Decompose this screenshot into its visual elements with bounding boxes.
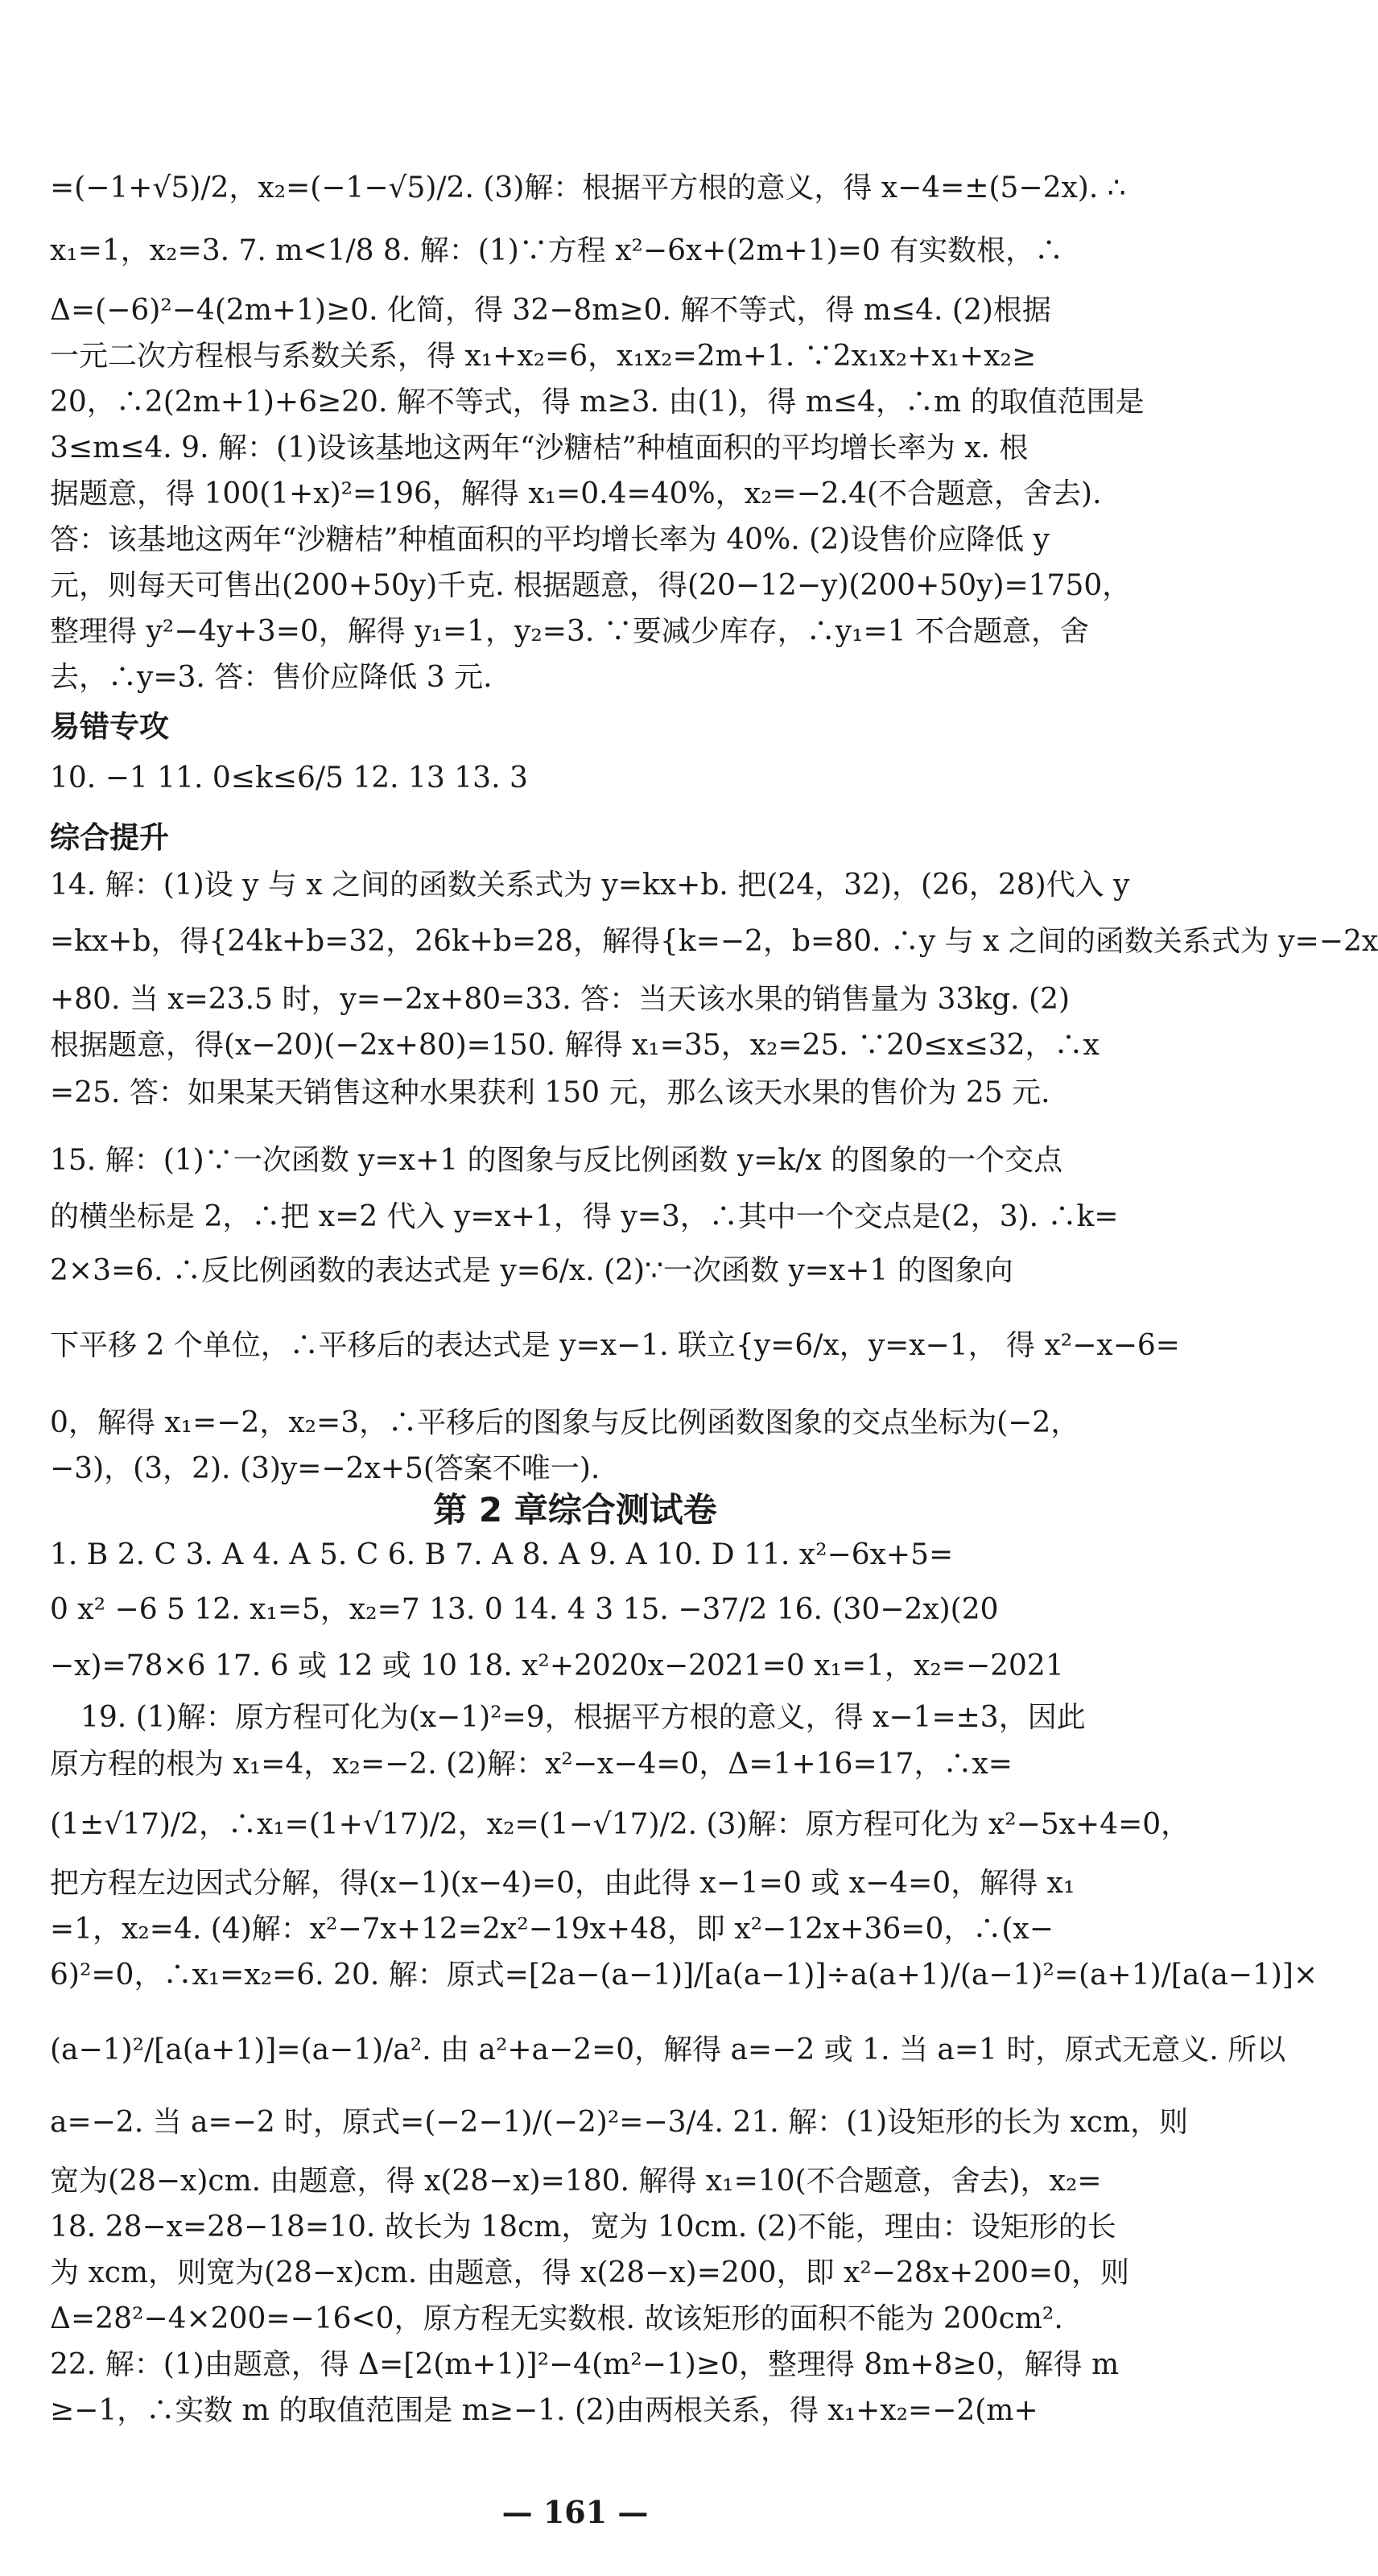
section-heading-easy-wrong: 易错专攻: [50, 709, 169, 744]
text-line: Δ=(−6)²−4(2m+1)≥0. 化简，得 32−8m≥0. 解不等式，得 m≤4. (2)根据: [50, 294, 1051, 327]
q15-line: 2×3=6. ∴反比例函数的表达式是 y=6/x. (2)∵一次函数 y=x+1 的图象向: [50, 1254, 1013, 1287]
q19-line: 19. (1)解：原方程可化为(x−1)²=9，根据平方根的意义，得 x−1=±3，因此: [80, 1701, 1086, 1734]
q19-line: =1，x₂=4. (4)解：x²−7x+12=2x²−19x+48，即 x²−12x+36=0，∴(x−: [50, 1913, 1054, 1946]
test-answer-line: −x)=78×6 17. 6 或 12 或 10 18. x²+2020x−2021=0 x₁=1，x₂=−2021: [50, 1649, 1064, 1682]
test-answer-line: 0 x² −6 5 12. x₁=5，x₂=7 13. 0 14. 4 3 15. −37/2 16. (30−2x)(20: [50, 1593, 999, 1626]
q15-line: 下平移 2 个单位，∴平移后的表达式是 y=x−1. 联立{y=6/x，y=x−1， 得 x²−x−6=: [50, 1329, 1180, 1362]
q14-line: =25. 答：如果某天销售这种水果获利 150 元，那么该天水果的售价为 25 元.: [50, 1076, 1050, 1109]
text-line: 答：该基地这两年“沙糖桔”种植面积的平均增长率为 40%. (2)设售价应降低 y: [50, 523, 1050, 556]
text-line: 去，∴y=3. 答：售价应降低 3 元.: [50, 661, 493, 694]
q21-line: Δ=28²−4×200=−16<0，原方程无实数根. 故该矩形的面积不能为 200cm².: [50, 2302, 1063, 2335]
q15-line: 15. 解：(1)∵一次函数 y=x+1 的图象与反比例函数 y=k/x 的图象的一个交点: [50, 1144, 1063, 1177]
text-line: 整理得 y²−4y+3=0，解得 y₁=1，y₂=3. ∵要减少库存，∴y₁=1 不合题意，舍: [50, 615, 1090, 648]
q22-line: 22. 解：(1)由题意，得 Δ=[2(m+1)]²−4(m²−1)≥0，整理得 8m+8≥0，解得 m: [50, 2348, 1120, 2381]
q15-line: 0，解得 x₁=−2，x₂=3，∴平移后的图象与反比例函数图象的交点坐标为(−2，: [50, 1406, 1080, 1439]
text-line: x₁=1，x₂=3. 7. m<1/8 8. 解：(1)∵方程 x²−6x+(2m+1)=0 有实数根，∴: [50, 234, 1064, 267]
q14-line: +80. 当 x=23.5 时，y=−2x+80=33. 答：当天该水果的销售量为 33kg. (2): [50, 983, 1071, 1016]
q19-line: (1±√17)/2，∴x₁=(1+√17)/2，x₂=(1−√17)/2. (3)解：原方程可化为 x²−5x+4=0，: [50, 1808, 1190, 1841]
q15-line: 的横坐标是 2，∴把 x=2 代入 y=x+1，得 y=3，∴其中一个交点是(2，3). ∴k=: [50, 1200, 1119, 1233]
q14-line: =kx+b，得{24k+b=32，26k+b=28，解得{k=−2，b=80. ∴y 与 x 之间的函数关系式为 y=−2x: [50, 925, 1378, 958]
easy-wrong-answers: 10. −1 11. 0≤k≤6/5 12. 13 13. 3: [50, 762, 528, 795]
q14-line: 14. 解：(1)设 y 与 x 之间的函数关系式为 y=kx+b. 把(24，32)，(26，28)代入 y: [50, 869, 1130, 902]
q20-line: (a−1)²/[a(a+1)]=(a−1)/a². 由 a²+a−2=0，解得 a=−2 或 1. 当 a=1 时，原式无意义. 所以: [50, 2033, 1286, 2066]
q22-line: ≥−1，∴实数 m 的取值范围是 m≥−1. (2)由两根关系，得 x₁+x₂=−2(m+: [50, 2394, 1038, 2427]
q15-line: −3)，(3，2). (3)y=−2x+5(答案不唯一).: [50, 1452, 600, 1485]
chapter-title: 第 2 章综合测试卷: [433, 1490, 717, 1530]
text-line: 一元二次方程根与系数关系，得 x₁+x₂=6，x₁x₂=2m+1. ∵2x₁x₂+x₁+x₂≥: [50, 340, 1037, 373]
q21-line: 为 xcm，则宽为(28−x)cm. 由题意，得 x(28−x)=200，即 x²−28x+200=0，则: [50, 2256, 1129, 2289]
q20-line: 6)²=0，∴x₁=x₂=6. 20. 解：原式=[2a−(a−1)]/[a(a−1)]÷a(a+1)/(a−1)²=(a+1)/[a(a−1)]×: [50, 1959, 1318, 1992]
text-line: 20，∴2(2m+1)+6≥20. 解不等式，得 m≥3. 由(1)，得 m≤4，∴m 的取值范围是: [50, 386, 1145, 419]
q21-line: 宽为(28−x)cm. 由题意，得 x(28−x)=180. 解得 x₁=10(不合题意，舍去)，x₂=: [50, 2165, 1102, 2198]
q19-line: 原方程的根为 x₁=4，x₂=−2. (2)解：x²−x−4=0，Δ=1+16=17，∴x=: [50, 1748, 1013, 1781]
test-answer-line: 1. B 2. C 3. A 4. A 5. C 6. B 7. A 8. A 9. A 10. D 11. x²−6x+5=: [50, 1538, 954, 1571]
q21-line: a=−2. 当 a=−2 时，原式=(−2−1)/(−2)²=−3/4. 21. 解：(1)设矩形的长为 xcm，则: [50, 2106, 1189, 2139]
text-line: =(−1+√5)/2，x₂=(−1−√5)/2. (3)解：根据平方根的意义，得 x−4=±(5−2x). ∴: [50, 171, 1126, 204]
section-heading-comprehensive: 综合提升: [50, 820, 169, 855]
page-number: — 161 —: [501, 2494, 649, 2530]
text-line: 元，则每天可售出(200+50y)千克. 根据题意，得(20−12−y)(200+50y)=1750，: [50, 569, 1132, 602]
q14-line: 根据题意，得(x−20)(−2x+80)=150. 解得 x₁=35，x₂=25. ∵20≤x≤32，∴x: [50, 1029, 1100, 1062]
text-line: 据题意，得 100(1+x)²=196，解得 x₁=0.4=40%，x₂=−2.4(不合题意，舍去).: [50, 477, 1102, 510]
q21-line: 18. 28−x=28−18=10. 故长为 18cm，宽为 10cm. (2)不能，理由：设矩形的长: [50, 2211, 1116, 2244]
text-line: 3≤m≤4. 9. 解：(1)设该基地这两年“沙糖桔”种植面积的平均增长率为 x. 根: [50, 431, 1029, 464]
q19-line: 把方程左边因式分解，得(x−1)(x−4)=0，由此得 x−1=0 或 x−4=0，解得 x₁: [50, 1867, 1075, 1900]
